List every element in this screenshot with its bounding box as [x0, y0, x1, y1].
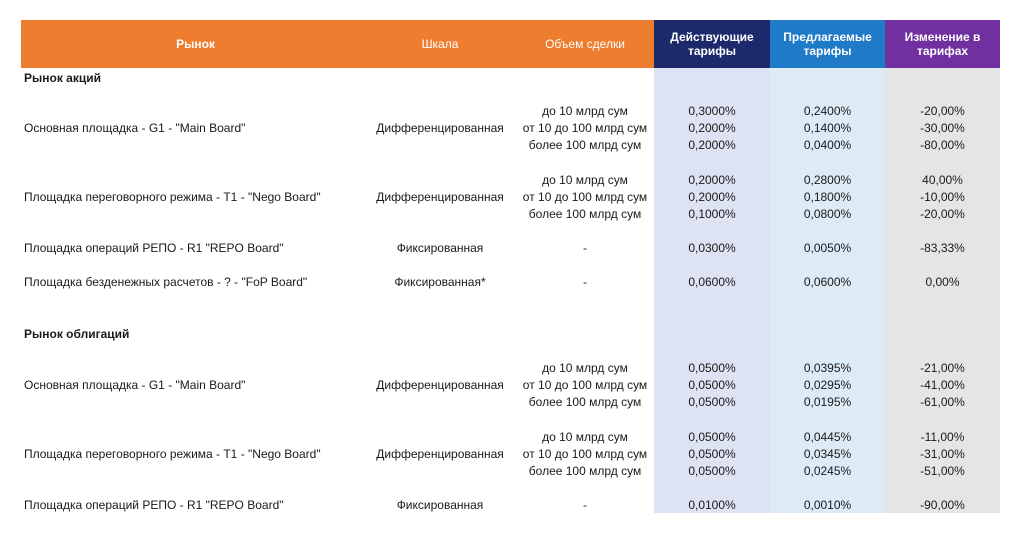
- volume-tier: от 10 до 100 млрд сум: [522, 377, 648, 392]
- row-proposed: [770, 358, 885, 412]
- volume-tier: -: [583, 240, 587, 255]
- row-name: Площадка операций РЕПО - R1 "REPO Board": [24, 241, 284, 255]
- row-current: [654, 495, 770, 515]
- proposed-rate: 0,1400%: [803, 120, 852, 135]
- proposed-rate: 0,0345%: [803, 446, 852, 461]
- row-current: [654, 427, 770, 481]
- section-title-equity: Рынок акций: [24, 71, 101, 85]
- row-name: Площадка переговорного режима - T1 - "Nego Board": [24, 447, 321, 461]
- table-row: [0, 101, 1024, 155]
- proposed-rate: 0,0400%: [803, 137, 852, 152]
- header-tariff-change: [885, 20, 1000, 68]
- current-rate: 0,0500%: [688, 429, 736, 444]
- change-value: -61,00%: [920, 394, 965, 409]
- row-proposed: [770, 495, 885, 515]
- proposed-rate: 0,0800%: [803, 206, 852, 221]
- proposed-rate: 0,0600%: [803, 274, 852, 289]
- proposed-rate: 0,0010%: [803, 497, 852, 512]
- volume-tier: до 10 млрд сум: [542, 360, 628, 375]
- volume-tier: более 100 млрд сум: [528, 137, 642, 152]
- volume-tier: более 100 млрд сум: [528, 463, 642, 478]
- row-scale: Дифференцированная: [376, 378, 504, 392]
- row-proposed: [770, 101, 885, 155]
- header-current-line1: Действующие: [670, 30, 754, 44]
- current-rate: 0,3000%: [688, 103, 736, 118]
- table-row: [0, 272, 1024, 292]
- table-row: [0, 495, 1024, 515]
- current-rate: 0,2000%: [688, 137, 736, 152]
- row-scale: Фиксированная: [396, 241, 484, 255]
- current-rate: 0,0500%: [688, 463, 736, 478]
- change-value: -20,00%: [920, 206, 965, 221]
- section-title-bonds: Рынок облигаций: [24, 327, 130, 341]
- volume-tier: до 10 млрд сум: [542, 103, 628, 118]
- change-value: -11,00%: [920, 429, 965, 444]
- header-current-tariffs: [654, 20, 770, 68]
- volume-tier: от 10 до 100 млрд сум: [522, 446, 648, 461]
- header-proposed-line2: тарифы: [803, 44, 852, 58]
- row-change: [885, 170, 1000, 224]
- change-value: -20,00%: [920, 103, 965, 118]
- row-change: [885, 272, 1000, 292]
- row-name: Площадка безденежных расчетов - ? - "FoP Board": [24, 275, 308, 289]
- row-volume: [510, 495, 660, 515]
- change-value: -41,00%: [920, 377, 965, 392]
- row-proposed: [770, 238, 885, 258]
- volume-tier: -: [583, 497, 587, 512]
- volume-tier: более 100 млрд сум: [528, 394, 642, 409]
- header-change-line1: Изменение в: [904, 30, 981, 44]
- table-row: [0, 170, 1024, 224]
- header-proposed-tariffs: [770, 20, 885, 68]
- current-rate: 0,0500%: [688, 377, 736, 392]
- current-rate: 0,1000%: [688, 206, 736, 221]
- row-scale: Дифференцированная: [376, 447, 504, 461]
- proposed-rate: 0,0395%: [803, 360, 852, 375]
- row-proposed: [770, 170, 885, 224]
- current-rate: 0,0500%: [688, 394, 736, 409]
- change-value: -31,00%: [920, 446, 965, 461]
- current-rate: 0,0500%: [688, 446, 736, 461]
- row-change: [885, 101, 1000, 155]
- volume-tier: до 10 млрд сум: [542, 172, 628, 187]
- proposed-rate: 0,2800%: [803, 172, 852, 187]
- row-current: [654, 272, 770, 292]
- table-row: [0, 427, 1024, 481]
- change-value: -80,00%: [920, 137, 965, 152]
- header-proposed-line1: Предлагаемые: [783, 30, 872, 44]
- proposed-rate: 0,0445%: [803, 429, 852, 444]
- header-current-line2: тарифы: [687, 44, 736, 58]
- header-volume: Объем сделки: [545, 37, 625, 51]
- row-current: [654, 170, 770, 224]
- current-rate: 0,2000%: [688, 172, 736, 187]
- row-current: [654, 238, 770, 258]
- volume-tier: более 100 млрд сум: [528, 206, 642, 221]
- row-name: Площадка операций РЕПО - R1 "REPO Board": [24, 498, 284, 512]
- row-volume: [510, 427, 660, 481]
- header-scale: Шкала: [421, 37, 459, 51]
- proposed-rate: 0,0195%: [803, 394, 852, 409]
- volume-tier: -: [583, 274, 587, 289]
- change-value: 40,00%: [922, 172, 963, 187]
- current-rate: 0,0600%: [688, 274, 736, 289]
- proposed-rate: 0,0245%: [803, 463, 852, 478]
- row-change: [885, 238, 1000, 258]
- change-value: 0,00%: [925, 274, 960, 289]
- current-rate: 0,2000%: [688, 120, 736, 135]
- row-current: [654, 358, 770, 412]
- table-row: [0, 358, 1024, 412]
- row-current: [654, 101, 770, 155]
- row-scale: Фиксированная*: [394, 275, 486, 289]
- change-value: -90,00%: [920, 497, 965, 512]
- row-name: Основная площадка - G1 - "Main Board": [24, 121, 246, 135]
- row-volume: [510, 358, 660, 412]
- current-rate: 0,0500%: [688, 360, 736, 375]
- proposed-rate: 0,0050%: [803, 240, 852, 255]
- row-scale: Дифференцированная: [376, 190, 504, 204]
- row-scale: Фиксированная: [396, 498, 484, 512]
- current-rate: 0,0100%: [688, 497, 736, 512]
- row-scale: Дифференцированная: [376, 121, 504, 135]
- row-change: [885, 427, 1000, 481]
- row-volume: [510, 170, 660, 224]
- table-row: [0, 238, 1024, 258]
- proposed-rate: 0,1800%: [803, 189, 852, 204]
- row-volume: [510, 272, 660, 292]
- row-name: Площадка переговорного режима - T1 - "Nego Board": [24, 190, 321, 204]
- current-rate: 0,0300%: [688, 240, 736, 255]
- change-value: -51,00%: [920, 463, 965, 478]
- header-change-line2: тарифах: [916, 44, 969, 58]
- row-volume: [510, 238, 660, 258]
- current-rate: 0,2000%: [688, 189, 736, 204]
- row-proposed: [770, 272, 885, 292]
- volume-tier: от 10 до 100 млрд сум: [522, 189, 648, 204]
- proposed-rate: 0,2400%: [803, 103, 852, 118]
- volume-tier: от 10 до 100 млрд сум: [522, 120, 648, 135]
- row-volume: [510, 101, 660, 155]
- change-value: -21,00%: [920, 360, 965, 375]
- table-header: [21, 20, 654, 68]
- row-change: [885, 358, 1000, 412]
- row-name: Основная площадка - G1 - "Main Board": [24, 378, 246, 392]
- proposed-rate: 0,0295%: [803, 377, 852, 392]
- row-change: [885, 495, 1000, 515]
- volume-tier: до 10 млрд сум: [542, 429, 628, 444]
- change-value: -30,00%: [920, 120, 965, 135]
- header-market: Рынок: [176, 37, 215, 51]
- change-value: -10,00%: [920, 189, 965, 204]
- row-proposed: [770, 427, 885, 481]
- change-value: -83,33%: [920, 240, 965, 255]
